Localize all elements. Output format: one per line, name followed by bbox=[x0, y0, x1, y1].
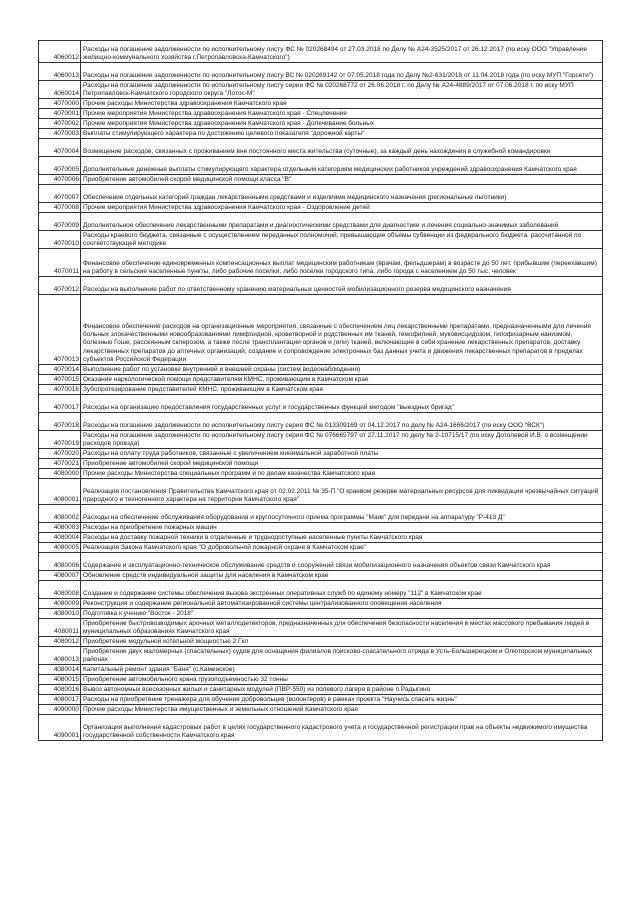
table-row bbox=[39, 469, 603, 479]
row-code: 4070018 bbox=[39, 413, 81, 431]
row-code: 4080005 bbox=[39, 543, 81, 553]
row-description: Приобретение автомобилей скорой медицинской помощи класса "В" bbox=[81, 175, 603, 185]
row-description: Расходы на выполнение работ по ответственному хранению материальных ценностей мобилизационного резерва медицинского назначения bbox=[81, 277, 603, 295]
table-row bbox=[39, 553, 603, 571]
table-row bbox=[39, 157, 603, 175]
row-description: Организация выполнения кадастровых работ в целях государственного кадастрового учета и государственной регистрации прав на объекты недвижимого имущества государственной собственности Камчатского края bbox=[81, 715, 603, 741]
row-description: Прочие мероприятия Министерства здравоохранения Камчатского края - Оздоровление детей bbox=[81, 203, 603, 213]
table-row bbox=[39, 213, 603, 231]
row-code: 4070011 bbox=[39, 249, 81, 277]
table-row bbox=[39, 119, 603, 129]
row-description: Создание и содержание системы обеспечения вызова экстренных оперативных служб по единому номеру "112" в Камчатском крае bbox=[81, 581, 603, 599]
row-code: 4090000 bbox=[39, 705, 81, 715]
row-code: 4080011 bbox=[39, 619, 81, 637]
table-row bbox=[39, 365, 603, 375]
table-row bbox=[39, 533, 603, 543]
table-row bbox=[39, 185, 603, 203]
row-code: 4070009 bbox=[39, 213, 81, 231]
table-row bbox=[39, 99, 603, 109]
row-description: Приобретение быстровозводимых арочных металлодетекторов, предназначенных для обеспечения безопасности населения в местах массового пребывания людей в муниципальных образованиях Камчатского края bbox=[81, 619, 603, 637]
row-description: Выплаты стимулирующего характера по достижению целевого показателя "дорожной карты" bbox=[81, 129, 603, 139]
row-description: Возмещение расходов, связанных с проживанием вне постоянного места жительства (суточные), за каждый день нахождения в служебной командировки bbox=[81, 139, 603, 157]
row-code: 4070006 bbox=[39, 175, 81, 185]
table-row bbox=[39, 637, 603, 647]
budget-codes-table bbox=[38, 40, 603, 741]
row-code: 4090001 bbox=[39, 715, 81, 741]
row-code: 4080006 bbox=[39, 553, 81, 571]
row-code: 4070020 bbox=[39, 449, 81, 459]
table-row bbox=[39, 231, 603, 249]
row-code: 4080017 bbox=[39, 695, 81, 705]
table-row bbox=[39, 203, 603, 213]
table-row bbox=[39, 459, 603, 469]
row-description: Прочие расходы Министерства специальных программ и по делам казачества Камчатского края bbox=[81, 469, 603, 479]
row-code: 4070014 bbox=[39, 365, 81, 375]
row-code: 4070005 bbox=[39, 157, 81, 175]
row-description: Расходы на погашение задолженности по исполнительному листу ВС № 020269142 от 07.05.2018 года по Делу №2-631/2018 от 11.04.2018 года (по иску МУП "Горсети") bbox=[81, 63, 603, 81]
row-description: Расходы на оплату труда работников, связанные с увеличением минимальной заработной платы bbox=[81, 449, 603, 459]
row-code: 4070004 bbox=[39, 139, 81, 157]
row-code: 4070012 bbox=[39, 277, 81, 295]
row-description: Приобретение автомобильного крана грузоподъемностью 32 тонны bbox=[81, 675, 603, 685]
table-row bbox=[39, 543, 603, 553]
table-row bbox=[39, 695, 603, 705]
row-code: 4080010 bbox=[39, 609, 81, 619]
row-description: Расходы на погашение задолженности по исполнительному листу серии ФС № 020268772 от 26.06.2018 г. по Делу № А24-4889/2017 от 07.06.2018 г. по иску МУП Петропавловск-Камчатского городского округа "Лотос-М" bbox=[81, 81, 603, 99]
table-row bbox=[39, 431, 603, 449]
table-row bbox=[39, 647, 603, 665]
table-row bbox=[39, 249, 603, 277]
row-description: Обновление средств индивидуальной защиты для населения в Камчатском крае bbox=[81, 571, 603, 581]
row-description: Прочие мероприятия Министерства здравоохранения Камчатского края - Спецлечение bbox=[81, 109, 603, 119]
budget-table-page bbox=[38, 40, 603, 741]
row-description: Приобретение автомобилей скорой медицинской помощи bbox=[81, 459, 603, 469]
row-code: 4080008 bbox=[39, 581, 81, 599]
row-code: 4070019 bbox=[39, 431, 81, 449]
row-description: Зубопротезирование представителей КМНС, проживающим в Камчатском крае bbox=[81, 385, 603, 395]
table-row bbox=[39, 385, 603, 395]
row-description: Оказание наркологической помощи представителям КМНС, проживающим в Камчатском крае bbox=[81, 375, 603, 385]
row-description: Подготовка к учению "Восток - 2018" bbox=[81, 609, 603, 619]
row-code: 4070017 bbox=[39, 395, 81, 413]
row-code: 4080007 bbox=[39, 571, 81, 581]
row-description: Дополнительное обеспечение лекарственными препаратами и диагностическими средствами для диагностики и лечения социально-значимых заболеваний bbox=[81, 213, 603, 231]
row-description: Финансовое обеспечение единовременных компенсационных выплат медицинским работникам (врачам, фельдшерам) в возрасте до 50 лет, прибывшим (переехавшим) на работу в сельские населенные пункты, либо рабочие поселки, либо поселки городского типа, либо города с населением до 50 тыс. человек bbox=[81, 249, 603, 277]
row-description: Расходы на погашение задолженности по исполнительному листу ФС № 020268494 от 27.03.2018 по Делу № А24-3525/2017 от 26.12.2017 (по иску ООО "Управление жилищно-коммунального хозяйства г.Петропавловска-Камчатского") bbox=[81, 41, 603, 63]
table-row bbox=[39, 685, 603, 695]
table-row bbox=[39, 523, 603, 533]
table-row bbox=[39, 41, 603, 63]
row-code: 4080001 bbox=[39, 479, 81, 505]
row-code: 4080014 bbox=[39, 665, 81, 675]
table-row bbox=[39, 129, 603, 139]
row-code: 4080009 bbox=[39, 599, 81, 609]
row-description: Обеспечение отдельных категорий граждан лекарственными средствами и изделиями медицинского назначения (региональные льготники) bbox=[81, 185, 603, 203]
table-row bbox=[39, 295, 603, 365]
row-code: 4070002 bbox=[39, 119, 81, 129]
row-code: 4080004 bbox=[39, 533, 81, 543]
row-description: Расходы краевого бюджета, связанные с осуществлением переданных полномочий, превышающие объемы субвенции из федерального бюджета, рассчитанной по соответствующей методике bbox=[81, 231, 603, 249]
row-code: 4060012 bbox=[39, 41, 81, 63]
table-row bbox=[39, 675, 603, 685]
row-description: Расходы на доставку пожарной техники в отдаленные и труднодоступные населенные пункты Камчатского края bbox=[81, 533, 603, 543]
row-code: 4070008 bbox=[39, 203, 81, 213]
row-code: 4080015 bbox=[39, 675, 81, 685]
row-description: Расходы на приобретение пожарных машин bbox=[81, 523, 603, 533]
row-description: Дополнительные денежные выплаты стимулирующего характера отдельным категориям медицинских работников учреждений здравоохранения Камчатского края bbox=[81, 157, 603, 175]
table-row bbox=[39, 63, 603, 81]
row-description: Финансовое обеспечение расходов на организационные мероприятия, связанные с обеспечением лиц лекарственными препаратами, предназначенными для лечения больных злокачественными новообразованиями лимфоидной, кроветворной и родственных им тканей, гемофилией, муковисцидозом, гипофизарным нанизмом, болезнью Гоше, рассеянным склерозом, а также после трансплантации органов и (или) тканей, включающие в себя хранение лекарственных препаратов, доставку лекарственных препаратов до аптечных организаций, создание и сопровождение электронных баз данных учета и движения лекарственных препаратов в пределах субъектов Российской Федерации bbox=[81, 295, 603, 365]
row-description: Приобретение модульной котельной мощностью 2 Гкл bbox=[81, 637, 603, 647]
row-code: 4080003 bbox=[39, 523, 81, 533]
row-description: Выполнение работ по установке внутренней и внешней охраны (систем видеонаблюдения) bbox=[81, 365, 603, 375]
table-row bbox=[39, 705, 603, 715]
row-code: 4070010 bbox=[39, 231, 81, 249]
table-row bbox=[39, 619, 603, 637]
row-description: Расходы на приобретение тренажера для обучения добровольцев (волонтеров) в рамках проекта "Научись спасать жизнь" bbox=[81, 695, 603, 705]
row-description: Вывоз автономных всесезонных жилых и санитарных модулей (ПВР-550) из полевого лагеря в районе п.Радыгино bbox=[81, 685, 603, 695]
table-row bbox=[39, 81, 603, 99]
row-code: 4080012 bbox=[39, 637, 81, 647]
row-code: 4070003 bbox=[39, 129, 81, 139]
table-row bbox=[39, 581, 603, 599]
table-row bbox=[39, 449, 603, 459]
row-description: Реализация Закона Камчатского края "О добровольной пожарной охране в Камчатском крае" bbox=[81, 543, 603, 553]
table-row bbox=[39, 277, 603, 295]
row-description: Приобретение двух маломерных (спасательных) судов для оснащения филиалов поисково-спасательного отряда в Усть-Большерецком и Олюторском муниципальных районах bbox=[81, 647, 603, 665]
row-description: Содержание и эксплуатационно-техническое обслуживание средств и сооружений связи мобилизационного назначения объектов связи Камчатского края bbox=[81, 553, 603, 571]
row-code: 4070013 bbox=[39, 295, 81, 365]
row-description: Прочие мероприятия Министерства здравоохранения Камчатского края - Долечивание больных bbox=[81, 119, 603, 129]
table-row bbox=[39, 109, 603, 119]
row-code: 4070000 bbox=[39, 99, 81, 109]
table-row bbox=[39, 139, 603, 157]
table-row bbox=[39, 413, 603, 431]
row-description: Реализация постановления Правительства Камчатского края от 02.02.2011 № 35-П "О краевом резерве материальных ресурсов для ликвидации чрезвычайных ситуаций природного и техногенного характера на территории Камчатского края" bbox=[81, 479, 603, 505]
row-description: Расходы на погашение задолженности по исполнительному листу серия ФС № 076665797 от 27.11.2017 по делу № 2-10715/17 (по иску Дотолевой И.В. о возмещении расходов проезда) bbox=[81, 431, 603, 449]
row-code: 4070021 bbox=[39, 459, 81, 469]
row-description: Расходы на обеспечение обслуживания оборудования и круглосуточного приема программы "Маяк" для передачи на аппаратуру "Р-413 Д" bbox=[81, 505, 603, 523]
row-code: 4060014 bbox=[39, 81, 81, 99]
table-row bbox=[39, 715, 603, 741]
table-row bbox=[39, 599, 603, 609]
table-body bbox=[39, 41, 603, 741]
row-code: 4080000 bbox=[39, 469, 81, 479]
row-code: 4080013 bbox=[39, 647, 81, 665]
row-code: 4070007 bbox=[39, 185, 81, 203]
row-description: Прочие расходы Министерства имущественных и земельных отношений Камчатского края bbox=[81, 705, 603, 715]
row-code: 4080016 bbox=[39, 685, 81, 695]
row-code: 4070016 bbox=[39, 385, 81, 395]
row-code: 4070001 bbox=[39, 109, 81, 119]
table-row bbox=[39, 571, 603, 581]
table-row bbox=[39, 395, 603, 413]
row-code: 4070015 bbox=[39, 375, 81, 385]
row-description: Капитальный ремонт здания "Баня" (с.Каменское) bbox=[81, 665, 603, 675]
row-description: Реконструкция и содержание региональной автоматизированной системы централизованного оповещения населения bbox=[81, 599, 603, 609]
table-row bbox=[39, 665, 603, 675]
table-row bbox=[39, 479, 603, 505]
table-row bbox=[39, 609, 603, 619]
table-row bbox=[39, 175, 603, 185]
table-row bbox=[39, 505, 603, 523]
table-row bbox=[39, 375, 603, 385]
row-code: 4080002 bbox=[39, 505, 81, 523]
row-description: Расходы на погашение задолженности по исполнительному листу серия ФС № 013309169 от 04.12.2017 по делу № А24-1666/2017 (по иску ООО "ВСК") bbox=[81, 413, 603, 431]
row-code: 4060013 bbox=[39, 63, 81, 81]
row-description: Расходы на организацию предоставления государственных услуг и государственных функций методом "выездных бригад" bbox=[81, 395, 603, 413]
row-description: Прочие расходы Министерства здравоохранения Камчатского края bbox=[81, 99, 603, 109]
